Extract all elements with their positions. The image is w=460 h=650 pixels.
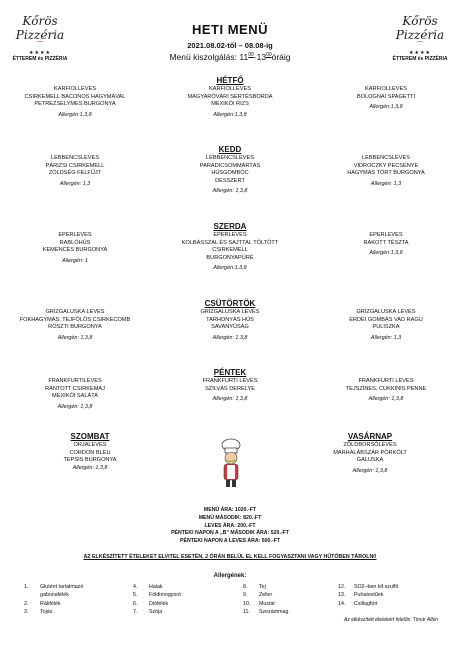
price-line: MENÜ ÁRA: 1020.-FT (203, 507, 257, 513)
logo-subtitle: ÉTTEREM és PIZZÉRIA (392, 56, 448, 62)
menu-item: KARFIOLLEVES (54, 86, 96, 92)
menu-right-column (316, 155, 456, 188)
logo-stars: ★★★★ (409, 50, 431, 56)
allergen-note: Allergén: 1,3,8 (352, 467, 388, 474)
menu-item: TARHONYÁS HÚS (206, 316, 254, 323)
allergen-number: 4. (133, 584, 138, 590)
menu-item: GALUSKA (356, 457, 384, 464)
menu-item: GRÍZGALUSKA LEVES (200, 309, 260, 315)
menu-item: KARFIOLLEVES (365, 86, 407, 92)
service-hours: Menü kiszolgálás: $11^{00}-13^{00}óráig$ (169, 52, 291, 62)
price-line: MENÜ MÁSODIK: 820.-FT (198, 514, 262, 521)
allergen-note: Allergén: 1,3 (370, 334, 402, 341)
allergen-note: Allergén:1,3,8 (369, 250, 403, 257)
allergen-number: 2. (24, 600, 29, 607)
price-list (130, 507, 330, 546)
allergen-item (133, 608, 181, 616)
allergen-note: Allergén: 1,3 (59, 180, 91, 187)
allergen-column (133, 583, 181, 616)
allergen-label: Glutént tartalmazó (40, 584, 84, 590)
menu-item: ERDEI GOMBÁS VAD RAGU (349, 316, 423, 323)
menu-item: FRANKFURTI LEVES (202, 378, 258, 384)
menu-item: GRÍZGALUSKA LEVES (356, 309, 416, 315)
price-line: LEVES ÁRA: 200.-FT (204, 522, 256, 529)
menu-item: PETREZSELYMES BURGONYA (34, 101, 116, 108)
logo-mark-icon: ⌒ (416, 41, 424, 50)
allergen-number: 12. (338, 584, 346, 590)
day-block (140, 222, 320, 273)
page-title: HETI MENÜ (192, 22, 268, 37)
allergen-number: 1. (24, 584, 29, 590)
price-line: PÉNTEKI NAPON A „B” MÁSODIK ÁRA: 520.-FT (171, 530, 289, 537)
allergen-label: Szezámmag (259, 608, 289, 615)
allergen-item (133, 591, 181, 599)
menu-item: MEXIKÓI RIZS (211, 101, 249, 108)
allergen-note: Allergén: 1,3,8 (72, 464, 108, 471)
menu-item: LEBBENCSLEVES (206, 155, 254, 161)
menu-item: PÁRIZSI CSIRKEMELL (45, 162, 105, 169)
allergen-note: Allergén: 1,3,8 (212, 396, 248, 403)
menu-item: ORJALEVES (73, 442, 107, 448)
allergen-item (133, 600, 181, 608)
logo-stars: ★★★★ (29, 50, 51, 56)
menu-item: KEMENCÉS BURGONYA (42, 247, 108, 254)
day-block (140, 368, 320, 404)
allergen-label: Földimogyoró (149, 592, 182, 599)
menu-item: BURGONYAPÜRÉ (206, 254, 254, 261)
allergen-item (338, 583, 398, 591)
allergen-column (24, 583, 83, 616)
allergen-number: 3. (24, 608, 29, 615)
menu-item: TEJSZÍNES, CUKKINIS PENNE (345, 385, 427, 392)
allergen-number: 8. (243, 584, 248, 590)
allergen-note: Allergén: 1,3,8 (57, 334, 93, 341)
menu-left-column (5, 378, 145, 411)
allergen-number: 13. (338, 592, 346, 599)
day-block (140, 145, 320, 196)
logo-left (4, 14, 76, 62)
allergen-label: Mustár (259, 600, 276, 607)
allergen-label: Diófélék (149, 600, 169, 607)
allergen-label: Puhatestűek (354, 592, 384, 599)
day-block (140, 76, 320, 119)
allergen-note: Allergén:1,3,8 (369, 104, 403, 111)
menu-item: GRÍZGALUSKA LEVES (45, 309, 105, 315)
sunday-menu (300, 432, 440, 475)
menu-item: TEPSIS BURGONYA (63, 457, 117, 464)
allergen-number: 11. (243, 608, 250, 615)
menu-item: HAGYMÁS TÖRT BURGONYA (347, 170, 425, 177)
allergen-item (24, 591, 83, 599)
allergen-number: 6. (133, 600, 138, 607)
allergen-note: Allergén: 1,3,8 (368, 396, 404, 403)
saturday-menu (20, 432, 160, 472)
allergen-item (133, 583, 181, 591)
responsible-person: Az elkészített ételekért felelős: Timár Albin (344, 617, 438, 623)
menu-item: RAKOTT TÉSZTA (363, 239, 409, 246)
logo-mark-icon: ⌒ (36, 41, 44, 50)
allergen-note: Allergén: 1,3 (370, 180, 402, 187)
menu-item: FRANKFURTI LEVES (358, 378, 414, 384)
menu-left-column (5, 155, 145, 188)
day-name: SZOMBAT (70, 432, 110, 441)
date-range: 2021.08.02-től – 08.08-ig (187, 41, 273, 50)
allergen-number: 14. (338, 600, 346, 607)
day-name: CSÜTÖRTÖK (204, 299, 256, 308)
menu-item: MARHALÁBSZÁR PÖRKÖLT (333, 449, 407, 456)
menu-item: ZÖLDSÉG FELFŰJT (48, 170, 102, 177)
allergen-column (243, 583, 288, 616)
allergen-label: Rákfélék (40, 600, 61, 607)
menu-item: PARADICSOMMÁRTÁS (199, 162, 261, 169)
menu-left-column (5, 86, 145, 119)
allergen-item (24, 600, 83, 608)
logo-script: Kőrös Pizzéria (395, 14, 445, 42)
allergen-note: Allergén: 1,3,8 (212, 334, 248, 341)
day-name: SZERDA (213, 222, 247, 231)
menu-item: HÚSGOMBÓC (211, 170, 249, 177)
day-name: HÉTFŐ (216, 76, 244, 85)
menu-item: EPERLEVES (369, 232, 403, 238)
allergen-label: Szója (149, 608, 163, 615)
allergen-item (243, 591, 288, 599)
menu-item: MEXIKÓI SALÁTA (52, 393, 98, 400)
day-block (140, 299, 320, 342)
allergen-label: gabonafélék (40, 592, 69, 599)
menu-right-column (316, 378, 456, 404)
menu-item: MAGYARÓVÁRI SERTÉSBORDA (187, 93, 273, 100)
menu-item: SAVANYÚSÁG (211, 324, 249, 331)
allergens-title: Allergének: (213, 573, 247, 579)
allergen-note: Allergén:1,3,8 (58, 111, 92, 118)
allergen-number: 10. (243, 600, 251, 607)
menu-item: CORDON BLEU (69, 449, 111, 456)
allergen-label: SO2–ben kif.szulfit (354, 584, 399, 590)
menu-item: KOLBÁSSZAL ÉS SAJTTAL TÖLTÖTT (181, 239, 279, 246)
allergen-note: Allergén: 1,3,8 (57, 403, 93, 410)
allergen-number: 9. (243, 592, 248, 599)
chef-illustration-icon (216, 438, 246, 488)
day-name: PÉNTEK (213, 368, 247, 377)
allergen-item (243, 600, 288, 608)
menu-item: EPERLEVES (213, 232, 247, 238)
menu-left-column (5, 309, 145, 342)
menu-right-column (316, 232, 456, 258)
allergen-label: Csillagfürt (354, 600, 378, 607)
logo-right (384, 14, 456, 62)
allergen-item (24, 608, 83, 616)
menu-item: KARFIOLLEVES (209, 86, 251, 92)
allergen-note: Allergén:1,3,8 (213, 111, 247, 118)
allergen-item (338, 600, 398, 608)
menu-item: CSIRKEMELL BACONOS HAGYMÁVAL (24, 93, 126, 100)
menu-right-column (316, 86, 456, 112)
allergen-label: Zeller (259, 592, 273, 599)
allergen-label: Halak (149, 584, 163, 590)
menu-item: VIDROCZKY PECSENYE (353, 162, 419, 169)
menu-item: RÖSZTI BURGONYA (48, 324, 102, 331)
menu-item: DESSZERT (215, 177, 245, 184)
menu-left-column (5, 232, 145, 265)
allergen-note: Allergén: 1,3,8 (212, 188, 248, 195)
menu-right-column (316, 309, 456, 342)
allergen-note: Allergén: 1 (62, 257, 88, 264)
allergen-number: 5. (133, 592, 138, 599)
day-name: KEDD (218, 145, 242, 154)
menu-item: EPERLEVES (58, 232, 92, 238)
allergen-number: 7. (133, 608, 138, 615)
menu-item: ZÖLDBORSÓLEVES (343, 442, 397, 448)
day-name: VASÁRNAP (347, 432, 393, 441)
menu-header (120, 22, 340, 62)
allergen-column (338, 583, 398, 608)
logo-subtitle: ÉTTEREM és PIZZÉRIA (12, 56, 68, 62)
allergen-label: Tojás (40, 608, 53, 615)
allergen-item (338, 591, 398, 599)
menu-item: FRANKFURTILEVES (48, 378, 102, 384)
menu-item: RABLÓHÚS (59, 239, 91, 246)
allergen-item (243, 608, 288, 616)
menu-item: SZILVÁS DERELYE (205, 385, 255, 392)
allergen-note: Allergén:1,3,8 (213, 265, 247, 272)
menu-item: BOLOGNAI SPAGETTI (356, 93, 416, 100)
menu-item: PULISZKA (372, 324, 400, 331)
menu-item: FOKHAGYMÁS, TEJFÖLÖS CSIRKECOMB (19, 316, 131, 323)
menu-item: CSIRKEMELL (212, 247, 248, 254)
menu-item: LEBBENCSLEVES (51, 155, 99, 161)
allergen-item (24, 583, 83, 591)
price-line: PÉNTEKI NAPON A LEVES ÁRA: 500.-FT (180, 538, 280, 545)
takeaway-notice: AZ ELKÉSZÍTETT ÉTELEKET ELVITEL ESETÉN, 2 ÓRÁN BELÜL EL KELL FOGYASZTANI VAGY HŰTŐBEN TÁROLNI! (83, 554, 377, 560)
allergen-item (243, 583, 288, 591)
allergen-label: Tej (259, 584, 266, 590)
logo-script: Kőrös Pizzéria (15, 14, 65, 42)
menu-item: RÁNTOTT CSIRKEMÁJ (45, 385, 105, 392)
menu-item: LEBBENCSLEVES (362, 155, 410, 161)
